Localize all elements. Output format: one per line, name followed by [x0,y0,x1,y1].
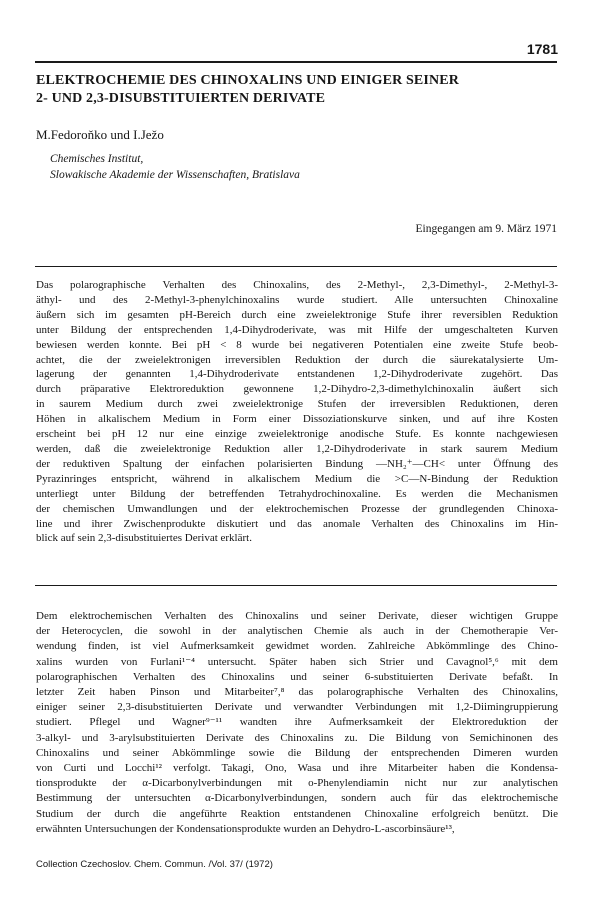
abstract-bottom-rule [35,585,557,586]
body-line: wendung finden, ist viel Aufmerksamkeit gewidmet worden. Zahlreiche Abkömmlinge des Chino- [36,640,558,653]
abstract-line: line und ihrer Zwischenprodukte diskutiert und das anomale Verhalten des Chinoxalins im Hin- [36,517,558,530]
abstract [36,278,558,546]
article-title [36,72,556,108]
abstract-line: äthyl- und des 2-Methyl-3-phenylchinoxalins wurde studiert. Alle untersuchten Chinoxaline [36,293,558,306]
abstract-line: bewiesen werden konnte. Bei pH < 8 wurde bei negativeren Potentialen eine zweite Stufe beob- [36,338,558,351]
abstract-line: der chemischen Umwandlungen und der elektrochemischen Prozesse der grundlegenden Chinoxa- [36,502,558,515]
body-line: Studium der durch die angeführte Reaktion entstandenen Chinoxaline erfolgreich benützt. Die [36,807,558,820]
body-text [36,609,558,837]
body-line: Bestimmung der untersuchten α-Dicarbonylverbindungen, sondern auch für das elektrochemische [36,792,558,805]
affiliation-line: Slowakische Akademie der Wissenschaften, Bratislava [50,169,300,181]
abstract-line: in saurem Medium durch zwei zweielektronige Stufen der irreversiblen Reduktionen, deren [36,398,558,411]
body-line: der Heterocyclen, die sowohl in der analytischen Chemie als auch in der Chemotherapie Ver- [36,625,558,638]
affiliation [50,151,300,183]
abstract-line: unterliegt unter Bildung der betreffenden Tetrahydrochinoxaline. Es werden die Mechanismen [36,487,558,500]
abstract-line: werden, daß die zweielektronige Reduktion aller 1,2-Dihydroderivate in stark saurem Medium [36,442,558,455]
body-line: 3-alkyl- und 3-arylsubstituierten Derivate des Chinoxalins zu. Die Bildung von Semichinonen des [36,731,558,744]
abstract-line: der reduktiven Spaltung der einfachen polarisierten Bindung —NH₂⁺—CH< unter Öffnung des [36,457,558,470]
title-line: ELEKTROCHEMIE DES CHINOXALINS UND EINIGER SEINER [36,73,460,88]
abstract-line: durch präparative Elektroreduktion gewonnene 1,2-Dihydro-2,3-dimethylchinoxalin äußert sich [36,383,558,396]
abstract-line: blick auf sein 2,3-disubstituiertes Derivat erklärt. [36,532,252,545]
title-line: 2- UND 2,3-DISUBSTITUIERTEN DERIVATE [36,91,326,106]
abstract-line: lagerung der genannten 1,4-Dihydroderivate entstandenen 1,2-Dihydroderivate zugehört. Das [36,368,558,381]
body-line: von Curti und Locchi¹² verfolgt. Takagi, Ono, Wasa und ihre Mitarbeiter haben die Kondensa- [36,762,558,775]
body-line: polarographischen Verhalten des Chinoxalins und seiner 6-substituierten Derivate befaßt. In [36,670,558,683]
journal-footer: Collection Czechoslov. Chem. Commun. /Vol. 37/ (1972) [36,859,273,870]
received-date: Eingegangen am 9. März 1971 [415,223,557,235]
body-line: einiger seiner 2,3-disubstituierten Derivate und verwandter Verbindungen mit 1,2-Diimingruppierung [36,701,558,714]
body-line: Dem elektrochemischen Verhalten des Chinoxalins und seiner Derivate, dieser wichtigen Gruppe [36,610,558,622]
body-line: Chinoxalins und seiner Abkömmlinge sowie die Bildung der entsprechenden Dimeren wurden [36,746,558,759]
abstract-line: achtet, die der zweielektronigen irreversiblen Reduktion der durch die säurekatalysierte Um- [36,353,558,366]
abstract-line: Höhen in alkalischem Medium in Form einer Dissoziationskurve sinken, und auf ihre Kosten [36,413,558,426]
body-line: erwähnten Untersuchungen der Kondensationsprodukte wurden an Dehydro-L-ascorbinsäure¹³, [36,822,455,835]
body-line: tionsprodukte der α-Dicarbonylverbindungen mit o-Phenylendiamin nicht nur zur analytischen [36,777,558,790]
abstract-line: Das polarographische Verhalten des Chinoxalins, des 2-Methyl-, 2,3-Dimethyl-, 2-Methyl-3- [36,279,558,291]
body-line: xalins wurden von Furlani¹⁻⁴ untersucht. Später haben sich Strier und Cavagnol⁵,⁶ mit dem [36,655,558,668]
page-number: 1781 [526,41,558,57]
abstract-line: erscheint bei pH 12 nur eine einzige zweielektronige anodische Stufe. Es konnte nachgewiesen [36,428,558,441]
body-line: studiert. Pflegel und Wagner⁹⁻¹¹ wandten ihre Aufmerksamkeit der Elektroreduktion der [36,716,558,729]
abstract-top-rule [35,266,557,267]
affiliation-line: Chemisches Institut, [50,153,144,165]
authors: M.Fedoroňko und I.Ježo [36,127,164,142]
abstract-line: äußern sich im gesamten pH-Bereich durch eine zweielektronige Stufe ihrer reversiblen Reduktion [36,308,558,321]
body-line: letzter Zeit haben Pinson und Mitarbeiter⁷,⁸ das polarographische Verhalten des Chinoxalins, [36,686,558,699]
header-rule [35,61,557,63]
abstract-line: Pyrazinringes entspricht, während in alkalischem Medium die >C—N-Bindung der Reduktion [36,472,558,485]
abstract-line: unter Bildung der entsprechenden 1,4-Dihydroderivate, was mit Hilfe der umgeschalteten Kurven [36,323,558,336]
